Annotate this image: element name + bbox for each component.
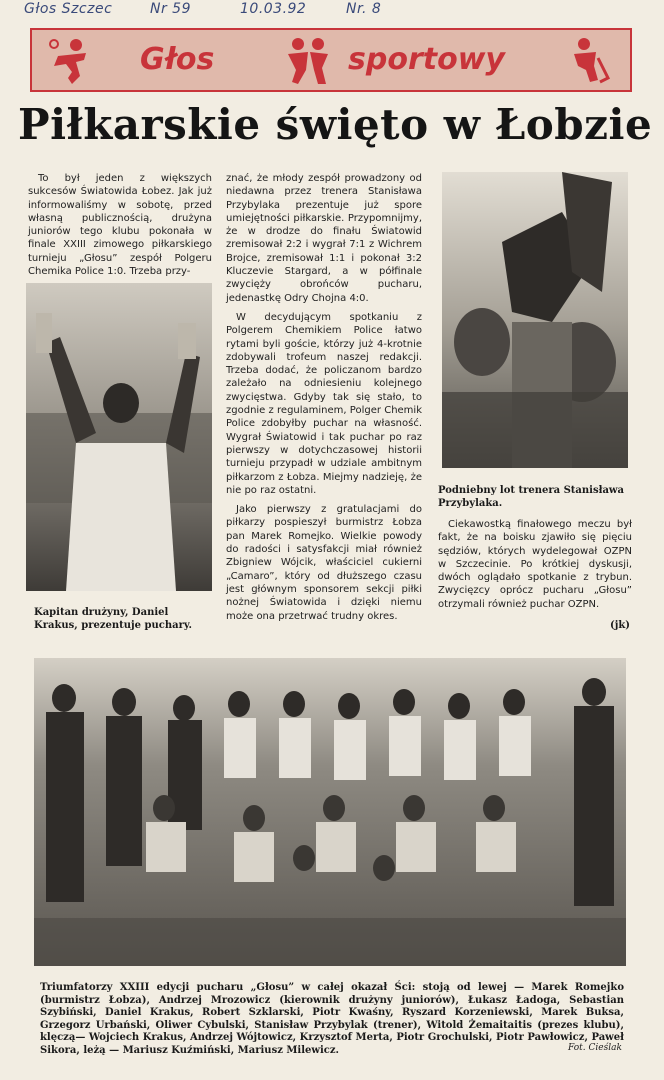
column-2-paragraph-2: W decydującym spotkaniu z Polgerem Chemikiem Police łatwo rytami byli goście, którzy już 4-krotnie zdobywali trofeum naszej redakcji. Trzeba dodać, że policzanom bardzo zależało na odniesieniu kolejnego zwycięstwa. Gdyby tak się stało, to zgodnie z regulaminem, Polger Chemik Police zdobyłby puchar na własność. Wygrał Światowid i tak puchar po raz pierwszy w dotychczasowej historii turnieju przypadł w udziale ambitnym piłkarzom z Łobza. Miejmy nadzieję, że nie po raz ostatni. (226, 311, 422, 496)
column-2-paragraph-3: Jako pierwszy z gratulacjami do piłkarzy pospieszył burmistrz Łobza pan Marek Romejko. Wielkie powody do radości i satysfakcji miał również Zbigniew Wójcik, właściciel cukierni „Camaro”, który od dłuższego czasu jest głównym sponsorem sekcji piłki nożnej Światowida i dzięki niemu może ona przetrwać trudny okres. (226, 504, 422, 622)
players-icon (278, 36, 336, 86)
handwritten-page: Nr. 8 (346, 1, 382, 17)
handwritten-issue: Nr 59 (150, 1, 191, 17)
section-banner (30, 28, 632, 92)
handwritten-note (0, 0, 664, 20)
banner-word-sportowy: sportowy (348, 42, 505, 77)
column-3-paragraph: Ciekawostką finałowego meczu był fakt, że na boisku zjawiło się pięciu sędziów, których wydelegował OZPN w Szczecinie. Po krótkiej dyskusji, dwóch oglądało spotkanie z trybun. Zwycięzcy oprócz pucharu „Głosu” otrzymali również puchar OZPN. (438, 519, 632, 610)
footballer-icon (46, 36, 94, 86)
column-2-paragraph-1: znać, że młody zespół prowadzony od niedawna przez trenera Stanisława Przybylaka prezentuje już spore umiejętności piłkarskie. Przypomnijmy, że w drodze do finału Światowid zremisował 2:2 i wygrał 7:1 z Wichrem Brojce, zremisował 1:1 i pokonał 3:2 Kluczevie Stargard, a w półfinale zwycięży obrońców pucharu, jedenastkę Odry Chojna 4:0. (226, 173, 422, 304)
handwritten-date: 10.03.92 (240, 1, 307, 17)
coach-photo (442, 172, 628, 468)
column-1-paragraph: To był jeden z większych sukcesów Światowida Łobez. Jak już informowaliśmy w sobotę, przed własną publicznością, drużyna juniorów tego klubu pokonała w finale XXIII zimowego piłkarskiego turnieju „Głosu” zespół Polgeru Chemika Police 1:0. Trzeba przy- (28, 173, 212, 278)
handwritten-publication: Głos Szczec (24, 1, 113, 17)
article-column-3 (438, 518, 632, 617)
coach-photo-image (442, 172, 628, 468)
article-column-2 (226, 172, 422, 629)
captain-photo-caption: Kapitan drużyny, Daniel Krakus, prezentuje puchary. (34, 607, 193, 631)
author-signature: (jk) (609, 620, 630, 631)
team-photo-caption: Triumfatorzy XXIII edycji pucharu „Głosu” w całej okazał Ści: stoją od lewej — Marek Romejko (burmistrz Łobza), Andrzej Mrozowicz (kierownik drużyny juniorów), Łukasz Ładoga, Sebastian Szybiński, Daniel Krakus, Robert Szklarski, Piotr Kwaśny, Ryszard Korzeniewski, Marek Buksa, Grzegorz Urbański, Oliwer Cybulski, Stanisław Przybylak (trener), Witold Żemaitaitis (prezes klubu), klęczą— Wojciech Krakus, Andrzej Wójtowicz, Krzysztof Merta, Piotr Grochulski, Piotr Pawłowicz, Paweł Sikora, leżą — Mariusz Kuźmiński, Mariusz Milewicz. (40, 982, 624, 1056)
coach-photo-caption: Podniebny lot trenera Stanisława Przybylaka. (438, 485, 625, 509)
banner-word-glos: Głos (140, 42, 215, 77)
article-headline: Piłkarskie święto w Łobzie (18, 100, 653, 149)
hockey-player-icon (564, 36, 612, 86)
captain-photo (26, 283, 212, 591)
captain-photo-image (26, 283, 212, 591)
team-photo-image (34, 658, 626, 966)
photo-credit: Fot. Cieślak (568, 1043, 622, 1053)
article-column-1 (28, 172, 212, 284)
team-photo (34, 658, 626, 966)
